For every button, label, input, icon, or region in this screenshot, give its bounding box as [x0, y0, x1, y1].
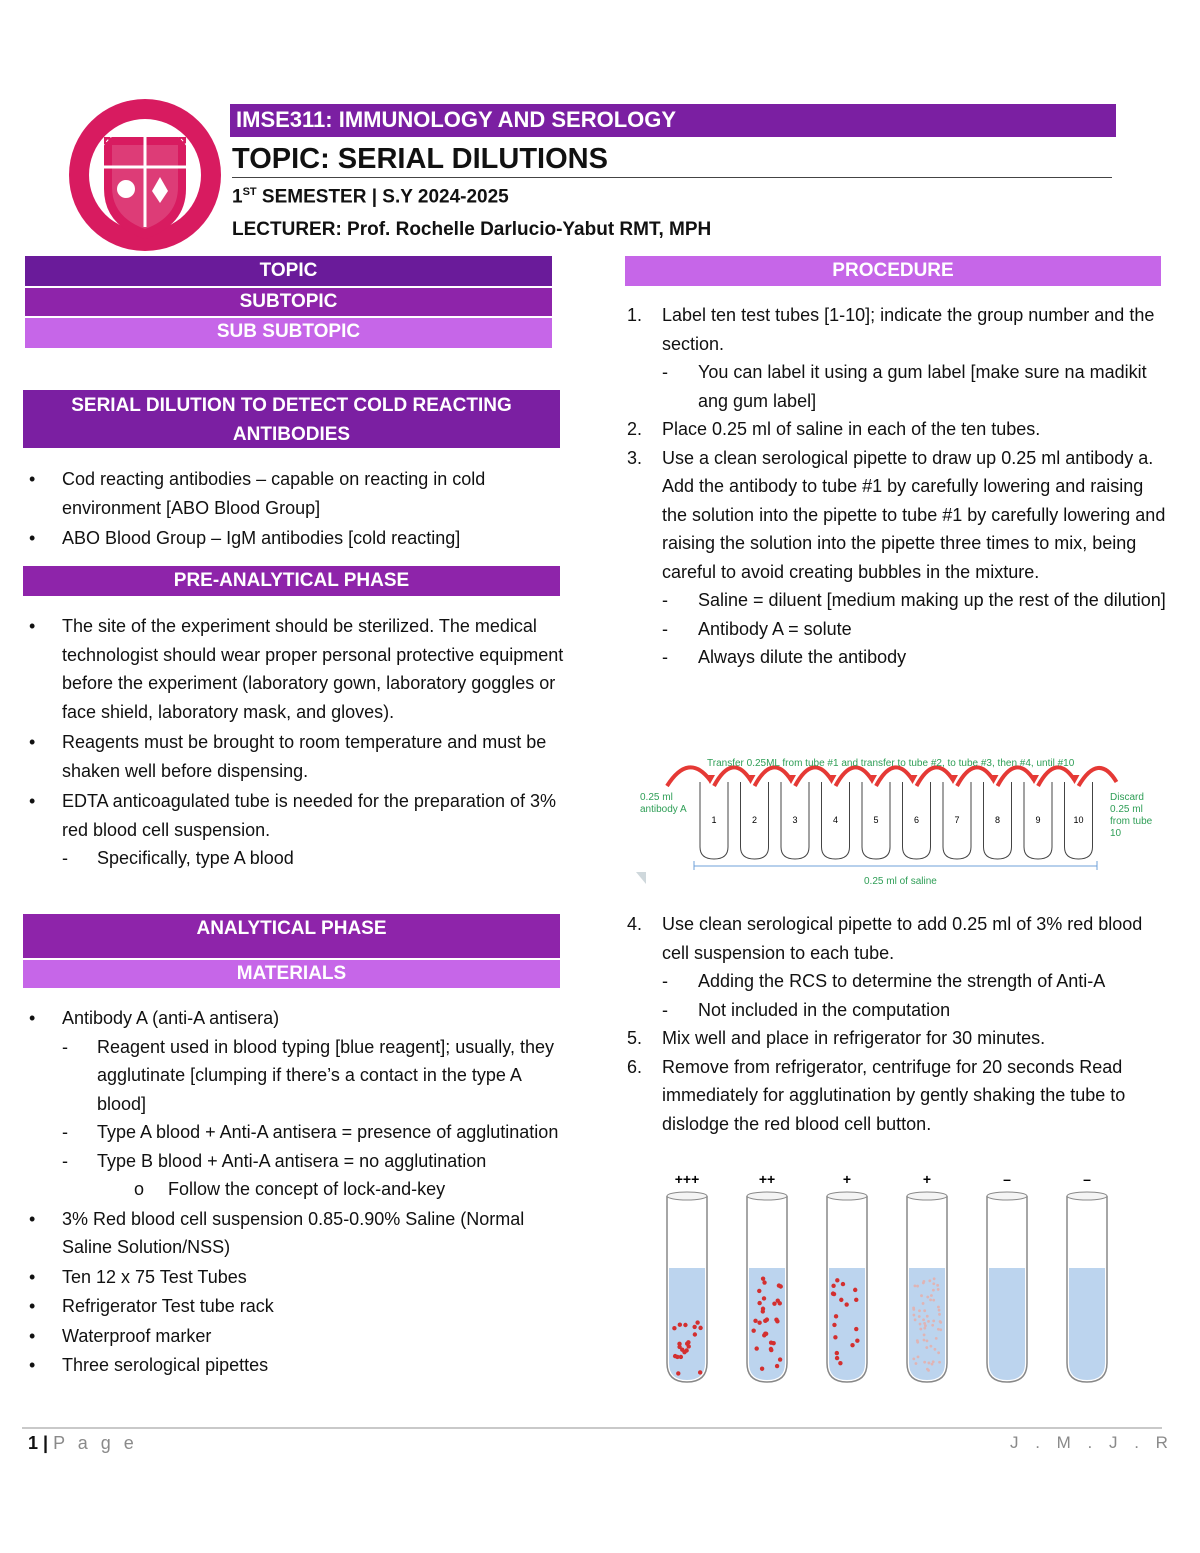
rbc-dot: [769, 1347, 773, 1351]
rbc-dot: [939, 1321, 942, 1324]
tube-rim: [1067, 1192, 1107, 1200]
tube-number: 1: [711, 815, 717, 825]
rbc-dot: [761, 1276, 765, 1280]
tube-number: 7: [954, 815, 960, 825]
course-band: [230, 104, 1116, 137]
serial-dilution-diagram: [632, 742, 1172, 892]
rbc-dot: [932, 1282, 935, 1285]
agglutination-grade: ++: [758, 1171, 776, 1187]
rbc-dot: [771, 1341, 775, 1345]
rbc-dot: [763, 1319, 767, 1323]
rbc-dot: [938, 1361, 941, 1364]
rbc-dot: [775, 1319, 779, 1323]
tube-rim: [827, 1192, 867, 1200]
pre-analytical-heading: PRE-ANALYTICAL PHASE: [23, 566, 560, 596]
rbc-dot: [833, 1335, 837, 1339]
pipette-tip-icon: [636, 872, 646, 884]
rbc-dot: [923, 1334, 926, 1337]
rbc-dot: [919, 1323, 922, 1326]
tube-liquid: [989, 1268, 1025, 1380]
rbc-dot: [923, 1327, 926, 1330]
rbc-dot: [844, 1302, 848, 1306]
serial-dilution-heading: [23, 390, 560, 448]
sub-list-item: - Type B blood + Anti-A antisera = no agglutination: [62, 1150, 487, 1171]
rbc-dot: [912, 1357, 915, 1360]
rbc-dot: [928, 1362, 931, 1365]
tube-number: 3: [792, 815, 798, 825]
rbc-dot: [938, 1313, 941, 1316]
procedure-list-b: [625, 910, 1170, 1138]
rbc-dot: [677, 1342, 681, 1346]
tube-rim: [907, 1192, 947, 1200]
procedure-step: 1. Label ten test tubes [1-10]; indicate the group number and the section.: [627, 305, 1155, 354]
rbc-dot: [841, 1282, 845, 1286]
rbc-dot: [929, 1345, 932, 1348]
agglutination-grade: –: [1083, 1171, 1091, 1187]
rbc-dot: [854, 1298, 858, 1302]
title-divider: [232, 177, 1112, 178]
agglutination-grading-figure: [655, 1168, 1125, 1386]
rbc-dot: [926, 1368, 929, 1371]
rbc-dot: [926, 1296, 929, 1299]
page-word: P a g e: [53, 1433, 138, 1453]
procedure-heading: PROCEDURE: [625, 256, 1161, 286]
procedure-sub-step: - Adding the RCS to determine the strength of Anti-A: [662, 971, 1106, 991]
rbc-dot: [918, 1309, 921, 1312]
rbc-dot: [751, 1328, 755, 1332]
rbc-dot: [934, 1348, 937, 1351]
sub-list-item: - Type A blood + Anti-A antisera = presence of agglutination: [62, 1122, 559, 1142]
rbc-dot: [680, 1348, 684, 1352]
rbc-dot: [937, 1328, 940, 1331]
rbc-dot: [916, 1341, 919, 1344]
procedure-step: 4. Use clean serological pipette to add 0.25 ml of 3% red blood cell suspension to each tube.: [627, 914, 1143, 963]
sub-list-item: - Reagent used in blood typing [blue reagent]; usually, they agglutinate [clumping if there’s a contact in the type A blood]: [62, 1036, 554, 1114]
rbc-dot: [922, 1302, 925, 1305]
list-item: • Antibody A (anti-A antisera): [29, 1008, 280, 1028]
list-item: • 3% Red blood cell suspension 0.85-0.90% Saline (Normal Saline Solution/NSS): [29, 1208, 525, 1257]
rbc-dot: [920, 1294, 923, 1297]
rbc-dot: [922, 1318, 925, 1321]
legend-subtopic: SUBTOPIC: [25, 288, 552, 316]
page-footer: 1 | P a g e: [28, 1433, 138, 1453]
graded-tube: [747, 1171, 787, 1382]
rbc-dot: [916, 1285, 919, 1288]
rbc-dot: [672, 1326, 676, 1330]
sub-list-item: - Specifically, type A blood: [62, 848, 294, 868]
rbc-dot: [936, 1284, 939, 1287]
rbc-dot: [914, 1318, 917, 1321]
sub-sub-list-item: o Follow the concept of lock-and-key: [134, 1179, 446, 1199]
list-item: • Refrigerator Test tube rack: [29, 1296, 274, 1316]
rbc-dot: [757, 1321, 761, 1325]
procedure-step: 2. Place 0.25 ml of saline in each of the ten tubes.: [627, 419, 1041, 439]
procedure-step: 3. Use a clean serological pipette to draw up 0.25 ml antibody a. Add the antibody to tube #1 by carefully lowering and raising the solution into the pipette to tube #1 by carefully lowering and raising the solution into the pipette three times to mix, being careful to avoid creating bubbles in the mixture.: [627, 447, 1166, 582]
semester-number: 1: [232, 186, 243, 208]
tube-rim: [987, 1192, 1027, 1200]
tube-number: 8: [994, 815, 1001, 825]
page-number: 1: [28, 1433, 39, 1453]
procedure-list-a: [625, 301, 1170, 672]
rbc-dot: [929, 1298, 932, 1301]
serial-list: [22, 465, 567, 553]
rbc-dot: [923, 1339, 926, 1342]
transfer-label: Transfer 0.25ML from tube #1 and transfer to tube #2, to tube #3, then #4, until #10: [707, 758, 1075, 769]
rbc-dot: [683, 1323, 687, 1327]
rbc-dot: [698, 1326, 702, 1330]
rbc-dot: [922, 1280, 925, 1283]
tube-rim: [667, 1192, 707, 1200]
semester-line: [232, 186, 509, 208]
rbc-dot: [686, 1340, 690, 1344]
rbc-dot: [939, 1328, 942, 1331]
procedure-step: 5. Mix well and place in refrigerator for 30 minutes.: [627, 1028, 1046, 1048]
tube-number: 9: [1035, 815, 1041, 825]
graded-tube: [1067, 1171, 1107, 1382]
tube-number: 2: [751, 815, 758, 825]
agglutination-grade: +: [842, 1171, 852, 1187]
rbc-dot: [935, 1337, 938, 1340]
list-item: • EDTA anticoagulated tube is needed for the preparation of 3% red blood cell suspension.: [29, 791, 556, 840]
rbc-dot: [693, 1332, 697, 1336]
rbc-dot: [926, 1315, 929, 1318]
rbc-dot: [919, 1328, 922, 1331]
procedure-sub-step: - Saline = diluent [medium making up the rest of the dilution]: [662, 590, 1166, 610]
procedure-step: 6. Remove from refrigerator, centrifuge for 20 seconds Read immediately for agglutination by gently shaking the tube to dislodge the red blood cell button.: [627, 1056, 1126, 1134]
rbc-dot: [854, 1327, 858, 1331]
rbc-dot: [762, 1296, 766, 1300]
rbc-dot: [917, 1355, 920, 1358]
rbc-dot: [757, 1289, 761, 1293]
discard-label-3: from tube: [1110, 816, 1153, 827]
rbc-dot: [678, 1322, 682, 1326]
materials-heading: MATERIALS: [23, 960, 560, 988]
discard-label-2: 0.25 ml: [1110, 804, 1143, 815]
rbc-dot: [692, 1325, 696, 1329]
rbc-dot: [931, 1324, 934, 1327]
lecturer-line: LECTURER: Prof. Rochelle Darlucio-Yabut RMT, MPH: [232, 219, 712, 240]
discard-label-4: 10: [1110, 828, 1122, 839]
semester-text: SEMESTER | S.Y 2024-2025: [256, 186, 509, 208]
rbc-dot: [912, 1308, 915, 1311]
analytical-heading: ANALYTICAL PHASE: [23, 914, 560, 958]
rbc-dot: [835, 1278, 839, 1282]
rbc-dot: [676, 1371, 680, 1375]
rbc-dot: [761, 1307, 765, 1311]
footer-divider: [22, 1427, 1162, 1429]
procedure-sub-step: - Always dilute the antibody: [662, 647, 907, 667]
rbc-dot: [932, 1360, 935, 1363]
page-title: TOPIC: SERIAL DILUTIONS: [232, 143, 608, 175]
tube-number: 10: [1073, 815, 1084, 825]
agglutination-grade: +++: [674, 1171, 700, 1187]
rbc-dot: [923, 1361, 926, 1364]
graded-tube: [827, 1171, 867, 1382]
rbc-dot: [937, 1351, 940, 1354]
rbc-dot: [757, 1301, 761, 1305]
rbc-dot: [850, 1343, 854, 1347]
rbc-dot: [779, 1284, 783, 1288]
list-item: • Cod reacting antibodies – capable on reacting in cold environment [ABO Blood Group]: [29, 469, 486, 518]
rbc-dot: [834, 1314, 838, 1318]
list-item: • Waterproof marker: [29, 1325, 212, 1346]
antibody-label-1: 0.25 ml: [640, 792, 673, 803]
graded-tube: [667, 1171, 707, 1382]
rbc-dot: [938, 1309, 941, 1312]
rbc-dot: [753, 1319, 757, 1323]
rbc-dot: [912, 1314, 915, 1317]
university-seal-logo: [64, 97, 226, 253]
rbc-dot: [928, 1279, 931, 1282]
rbc-dot: [775, 1364, 779, 1368]
list-item: • ABO Blood Group – IgM antibodies [cold reacting]: [29, 528, 461, 548]
rbc-dot: [914, 1284, 917, 1287]
tube-number: 4: [832, 815, 839, 825]
rbc-dot: [926, 1339, 929, 1342]
rbc-dot: [778, 1301, 782, 1305]
serial-heading-line1: SERIAL DILUTION TO DETECT COLD REACTING: [71, 395, 512, 416]
pre-analytical-list: [22, 612, 567, 873]
rbc-dot: [915, 1362, 918, 1365]
footer-initials: J . M . J . R: [1010, 1433, 1174, 1452]
tube-number: 5: [873, 815, 879, 825]
rbc-dot: [918, 1315, 921, 1318]
rbc-dot: [698, 1370, 702, 1374]
rbc-dot: [933, 1277, 936, 1280]
rbc-dot: [831, 1284, 835, 1288]
materials-list: [22, 1004, 567, 1380]
course-title: IMSE311: IMMUNOLOGY AND SEROLOGY: [236, 107, 677, 132]
rbc-dot: [932, 1319, 935, 1322]
rbc-dot: [684, 1348, 688, 1352]
rbc-dot: [679, 1355, 683, 1359]
rbc-dot: [695, 1320, 699, 1324]
list-item: • The site of the experiment should be sterilized. The medical technologist should wear proper personal protective equipment before the experiment (laboratory gown, laboratory goggles or face shield, laboratory mask, and gloves).: [29, 616, 564, 722]
rbc-dot: [839, 1298, 843, 1302]
antibody-label-2: antibody A: [640, 804, 687, 815]
discard-label-1: Discard: [1110, 792, 1144, 803]
legend-topic: TOPIC: [25, 256, 552, 286]
rbc-dot: [925, 1346, 928, 1349]
rbc-dot: [778, 1357, 782, 1361]
procedure-sub-step: - Not included in the computation: [662, 999, 951, 1020]
graded-tube: [987, 1171, 1027, 1382]
semester-superscript: ST: [242, 186, 257, 198]
list-item: • Reagents must be brought to room temperature and must be shaken well before dispensing.: [29, 732, 547, 781]
rbc-dot: [838, 1361, 842, 1365]
legend-subsubtopic: SUB SUBTOPIC: [25, 318, 552, 348]
agglutination-grade: –: [1003, 1171, 1011, 1187]
list-item: • Three serological pipettes: [29, 1355, 269, 1375]
rbc-dot: [831, 1291, 835, 1295]
rbc-dot: [764, 1332, 768, 1336]
rbc-dot: [930, 1294, 933, 1297]
tube-rim: [747, 1192, 787, 1200]
rbc-dot: [762, 1280, 766, 1284]
rbc-dot: [853, 1288, 857, 1292]
rbc-dot: [772, 1301, 776, 1305]
rbc-dot: [932, 1299, 935, 1302]
rbc-dot: [760, 1367, 764, 1371]
procedure-sub-step: - Antibody A = solute: [662, 618, 852, 639]
rbc-dot: [937, 1306, 940, 1309]
rbc-dot: [835, 1351, 839, 1355]
procedure-sub-step: - You can label it using a gum label [make sure na madikit ang gum label]: [662, 362, 1147, 411]
serial-heading-line2: ANTIBODIES: [232, 424, 351, 445]
tube-number: 6: [913, 815, 920, 825]
rbc-dot: [855, 1339, 859, 1343]
list-item: • Ten 12 x 75 Test Tubes: [29, 1266, 247, 1287]
agglutination-grade: +: [922, 1171, 932, 1187]
rbc-dot: [932, 1289, 935, 1292]
graded-tube: [907, 1171, 947, 1382]
rbc-dot: [927, 1320, 930, 1323]
rbc-dot: [923, 1309, 926, 1312]
saline-label: 0.25 ml of saline: [864, 876, 937, 887]
rbc-dot: [835, 1356, 839, 1360]
rbc-dot: [754, 1346, 758, 1350]
rbc-dot: [937, 1288, 940, 1291]
tube-liquid: [1069, 1268, 1105, 1380]
rbc-dot: [924, 1324, 927, 1327]
rbc-dot: [832, 1323, 836, 1327]
